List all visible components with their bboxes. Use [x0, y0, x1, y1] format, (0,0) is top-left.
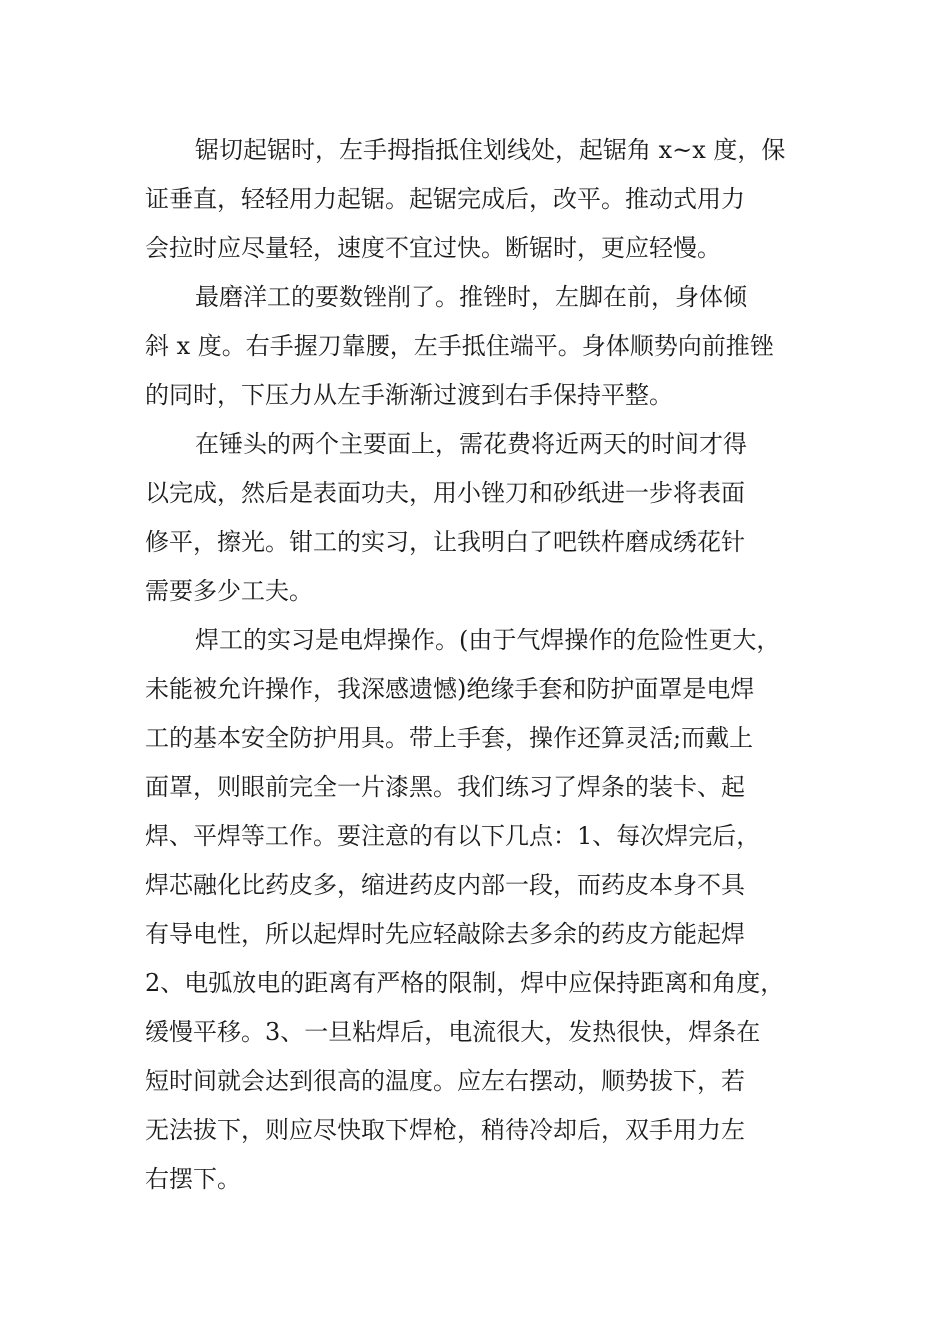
- paragraph-line: 以完成，然后是表面功夫，用小锉刀和砂纸进一步将表面: [145, 479, 745, 507]
- paragraph-line: 修平，擦光。钳工的实习，让我明白了吧铁杵磨成绣花针: [145, 528, 745, 556]
- paragraph-line: 的同时，下压力从左手渐渐过渡到右手保持平整。: [145, 381, 673, 409]
- paragraph-1: [145, 126, 835, 273]
- paragraph-line: 斜 x 度。右手握刀靠腰，左手抵住端平。身体顺势向前推锉: [145, 332, 774, 360]
- paragraph-line: 无法拔下，则应尽快取下焊枪，稍待冷却后，双手用力左: [145, 1116, 745, 1144]
- paragraph-line: 焊工的实习是电焊操作。(由于气焊操作的危险性更大，: [195, 626, 781, 654]
- paragraph-line: 2、电弧放电的距离有严格的限制，焊中应保持距离和角度，: [145, 969, 785, 997]
- paragraph-line: 会拉时应尽量轻，速度不宜过快。断锯时，更应轻慢。: [145, 234, 721, 262]
- paragraph-line: 未能被允许操作，我深感遗憾)绝缘手套和防护面罩是电焊: [145, 675, 755, 703]
- paragraph-line: 右摆下。: [145, 1165, 241, 1193]
- paragraph-line: 工的基本安全防护用具。带上手套，操作还算灵活;而戴上: [145, 724, 754, 752]
- document-body: [145, 126, 835, 1204]
- paragraph-line: 焊、平焊等工作。要注意的有以下几点：1、每次焊完后，: [145, 822, 761, 850]
- paragraph-line: 短时间就会达到很高的温度。应左右摆动，顺势拔下，若: [145, 1067, 745, 1095]
- paragraph-line: 在锤头的两个主要面上，需花费将近两天的时间才得: [195, 430, 747, 458]
- paragraph-line: 面罩，则眼前完全一片漆黑。我们练习了焊条的装卡、起: [145, 773, 745, 801]
- paragraph-4: [145, 616, 835, 1204]
- paragraph-line: 有导电性，所以起焊时先应轻敲除去多余的药皮方能起焊: [145, 920, 745, 948]
- paragraph-line: 需要多少工夫。: [145, 577, 313, 605]
- paragraph-line: 缓慢平移。3、一旦粘焊后，电流很大，发热很快，焊条在: [145, 1018, 761, 1046]
- paragraph-line: 焊芯融化比药皮多，缩进药皮内部一段，而药皮本身不具: [145, 871, 745, 899]
- paragraph-3: [145, 420, 835, 616]
- paragraph-line: 最磨洋工的要数锉削了。推锉时，左脚在前，身体倾: [195, 283, 747, 311]
- paragraph-line: 锯切起锯时，左手拇指抵住划线处，起锯角 x~x 度，保: [195, 136, 786, 164]
- paragraph-line: 证垂直，轻轻用力起锯。起锯完成后，改平。推动式用力: [145, 185, 745, 213]
- paragraph-2: [145, 273, 835, 420]
